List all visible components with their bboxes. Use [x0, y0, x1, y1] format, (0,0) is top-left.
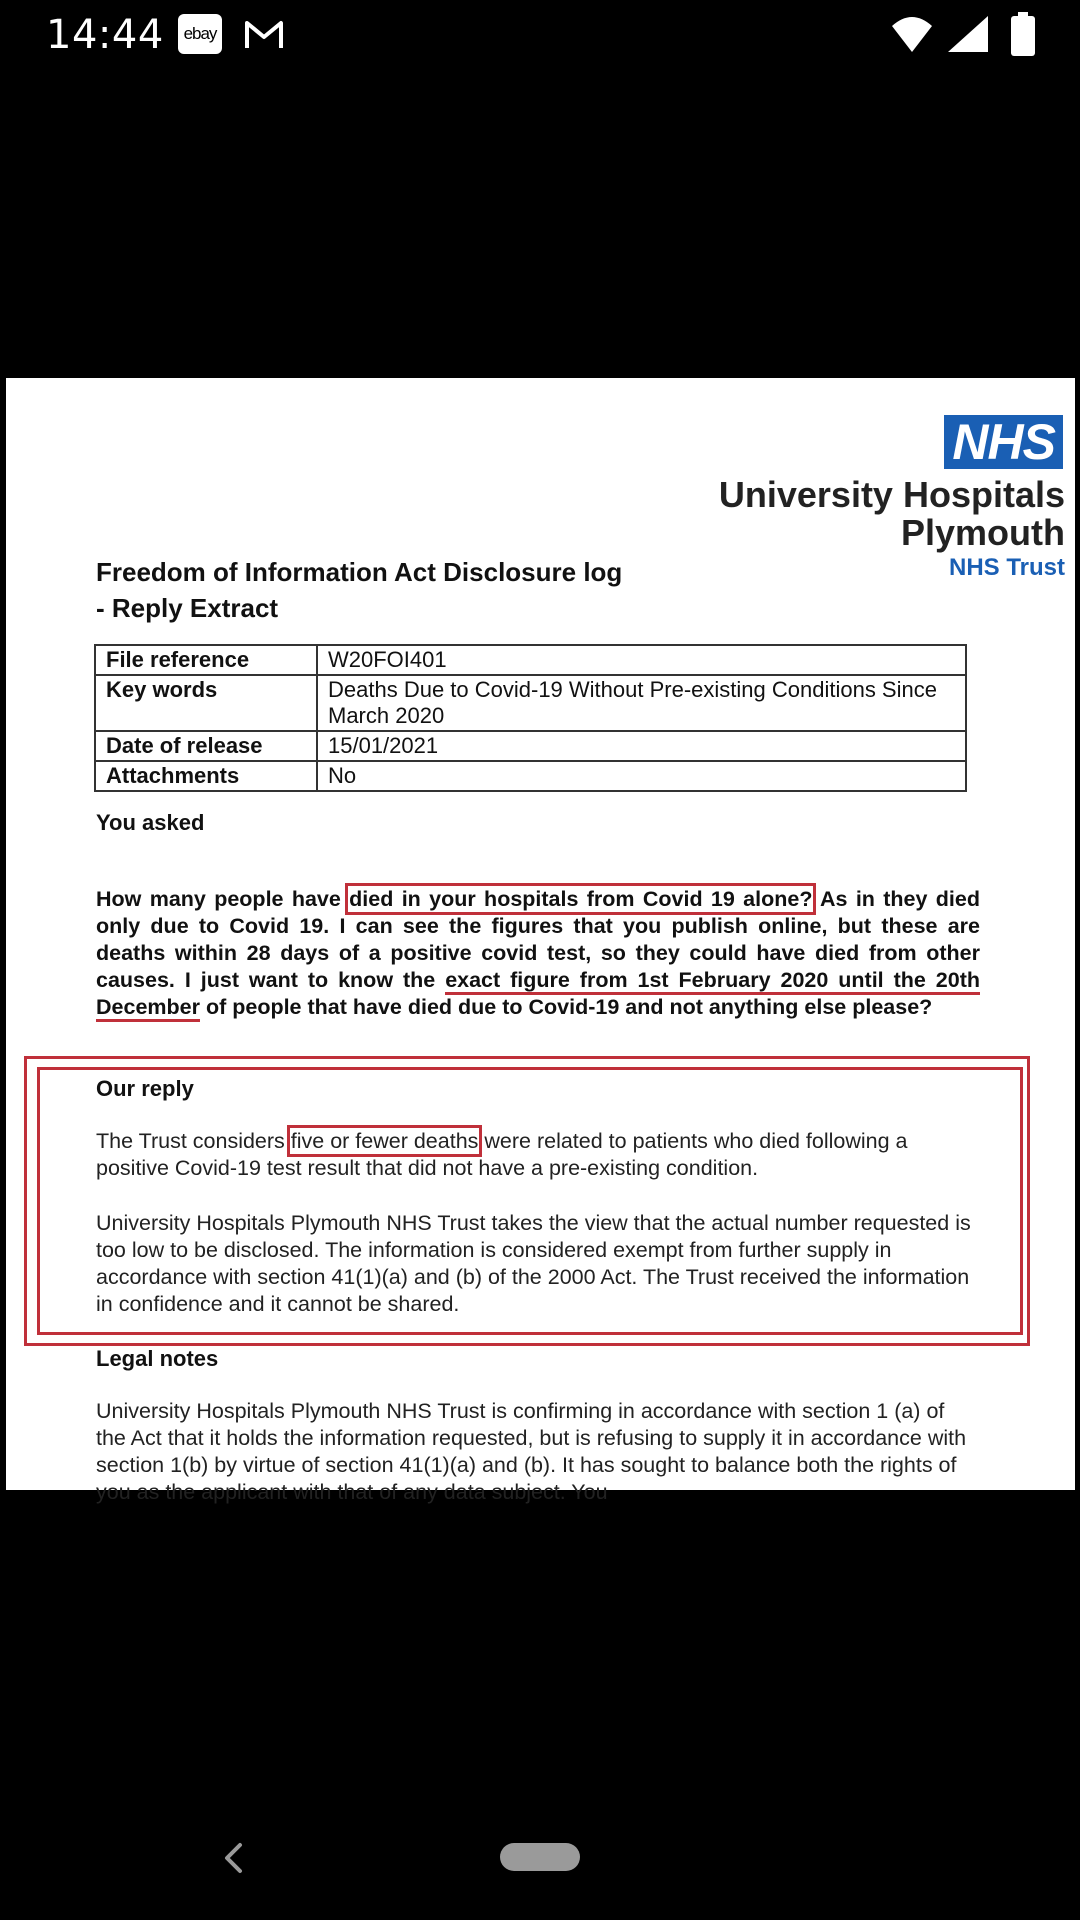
table-key: Date of release [95, 731, 317, 761]
highlight-box: five or fewer deaths [290, 1129, 479, 1153]
table-value: W20FOI401 [317, 645, 966, 675]
org-subtitle: NHS Trust [948, 554, 1065, 581]
table-key: Attachments [95, 761, 317, 791]
table-key: File reference [95, 645, 317, 675]
question-text [96, 886, 980, 1021]
signal-icon [946, 14, 990, 54]
our-reply-heading: Our reply [96, 1076, 194, 1101]
table-key: Key words [95, 675, 317, 731]
question-part: of people that have died due to Covid-19 and not anything else please? [199, 995, 933, 1019]
legal-notes-text: University Hospitals Plymouth NHS Trust is confirming in accordance with section 1 (a) of the Act that it holds the information requested, but is refusing to supply it in accordance with section 1(b) by virtue of section 41(1)(a) and (b). It has sought to balance both the rights of you as the applicant with that of any data subject. You [96, 1399, 967, 1504]
legal-notes-heading: Legal notes [96, 1346, 219, 1371]
clock: 14:44 [46, 12, 164, 58]
org-name-line1: University Hospitals [718, 474, 1065, 515]
reply-part: The Trust considers [96, 1129, 291, 1153]
table-row [95, 645, 966, 675]
reply-paragraph-1 [96, 1128, 976, 1182]
org-name-line2: Plymouth [900, 512, 1065, 553]
table-value: Deaths Due to Covid-19 Without Pre-existing Conditions Since March 2020 [317, 675, 966, 731]
you-asked-heading: You asked [96, 810, 205, 835]
title-line1: Freedom of Information Act Disclosure log [96, 557, 623, 587]
back-icon[interactable] [222, 1842, 246, 1874]
table-value: No [317, 761, 966, 791]
table-row [95, 761, 966, 791]
document-title [96, 554, 622, 626]
home-pill-icon[interactable] [500, 1843, 580, 1871]
battery-icon [1010, 12, 1036, 56]
question-part: How many people have [96, 887, 350, 911]
gmail-icon [244, 18, 284, 50]
title-line2: - Reply Extract [96, 593, 279, 623]
highlight-box: died in your hospitals from Covid 19 alone? [349, 887, 813, 911]
table-row [95, 731, 966, 761]
nhs-logo: NHS [944, 415, 1063, 469]
org-name [719, 476, 1065, 552]
info-table [94, 644, 967, 792]
wifi-icon [890, 14, 934, 54]
reply-part: were related to patients who died following a positive Covid-19 test result that did not have a pre-existing condition. [96, 1129, 908, 1180]
table-row [95, 675, 966, 731]
table-value: 15/01/2021 [317, 731, 966, 761]
status-bar [0, 0, 1080, 72]
ebay-icon: ebay [178, 14, 222, 54]
reply-paragraph-2: University Hospitals Plymouth NHS Trust takes the view that the actual number requested is too low to be disclosed. The information is considered exempt from further supply in accordance with section 41(1)(a) and (b) of the 2000 Act. The Trust received the information in confidence and it cannot be shared. [96, 1211, 971, 1316]
highlight-underline: exact figure from 1st February 2020 until the 20th December [96, 968, 980, 1022]
question-part: As in they died only due to Covid 19. I can see the figures that you publish online, but these are deaths within 28 days of a positive covid test, so they could have died from other causes. I just want to know the [96, 887, 980, 992]
document-image[interactable] [6, 378, 1075, 1504]
